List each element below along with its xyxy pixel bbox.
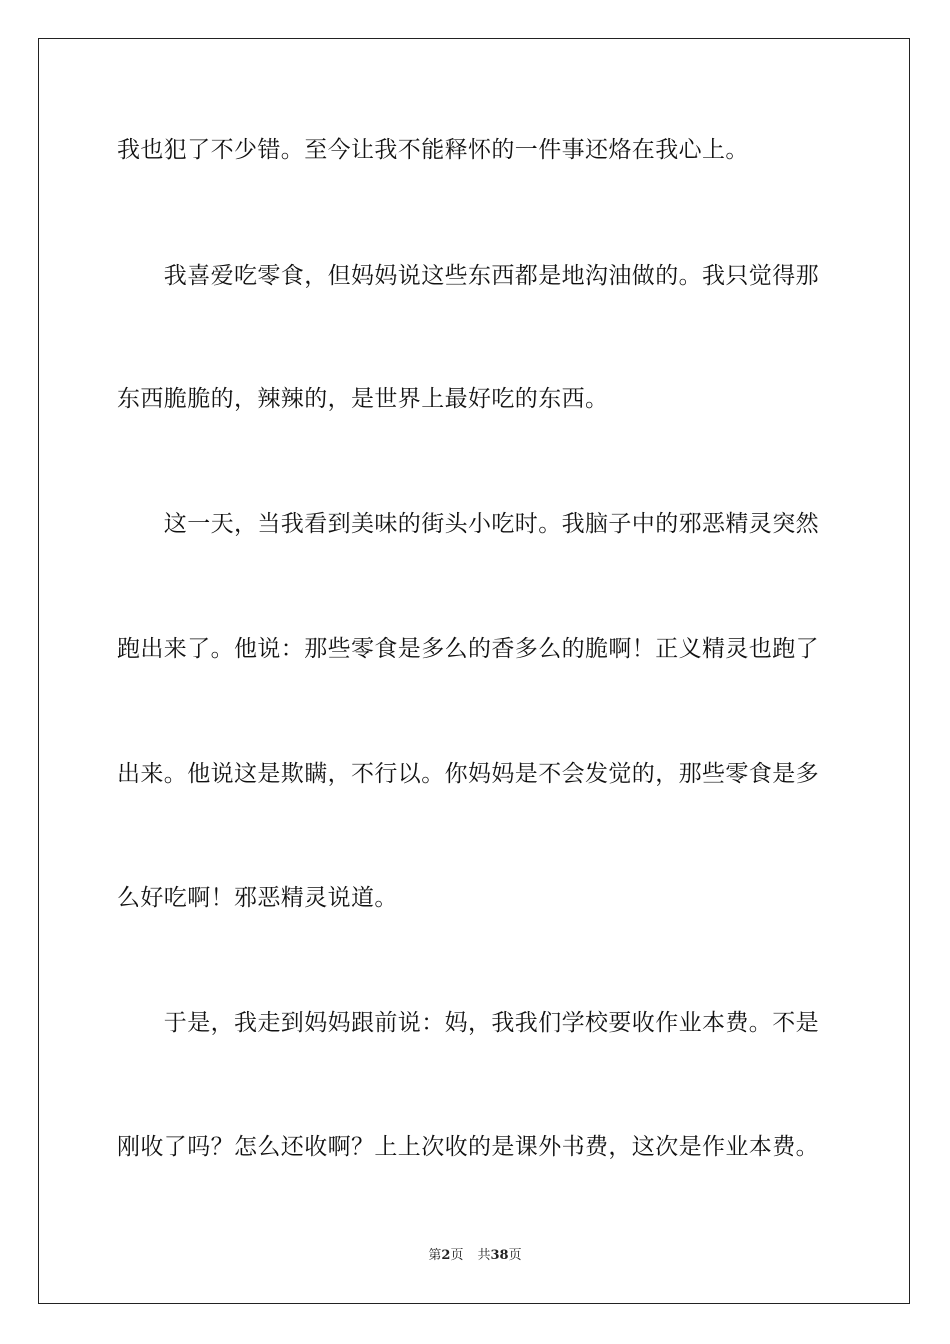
text-line: 么好吃啊！邪恶精灵说道。 [117, 885, 398, 911]
text-line: 我喜爱吃零食，但妈妈说这些东西都是地沟油做的。我只觉得那 [117, 263, 819, 289]
text-line: 于是，我走到妈妈跟前说：妈，我我们学校要收作业本费。不是 [117, 1010, 819, 1036]
total-pages: 38 [490, 1248, 509, 1263]
text-line: 我也犯了不少错。至今让我不能释怀的一件事还烙在我心上。 [117, 137, 749, 163]
text-line: 这一天，当我看到美味的街头小吃时。我脑子中的邪恶精灵突然 [117, 511, 819, 537]
page-number: 2 [441, 1248, 451, 1263]
page-prefix: 第 [428, 1248, 442, 1263]
text-line: 出来。他说这是欺瞒，不行以。你妈妈是不会发觉的，那些零食是多 [117, 761, 819, 787]
page-footer [0, 1247, 950, 1265]
text-line: 跑出来了。他说：那些零食是多么的香多么的脆啊！正义精灵也跑了 [117, 636, 819, 662]
page-border [38, 38, 910, 1304]
text-line: 刚收了吗？怎么还收啊？上上次收的是课外书费，这次是作业本费。 [117, 1134, 819, 1160]
total-prefix: 共 [477, 1248, 491, 1263]
total-suffix: 页 [508, 1248, 522, 1263]
text-line: 东西脆脆的，辣辣的，是世界上最好吃的东西。 [117, 386, 609, 412]
page-suffix: 页 [450, 1248, 464, 1263]
